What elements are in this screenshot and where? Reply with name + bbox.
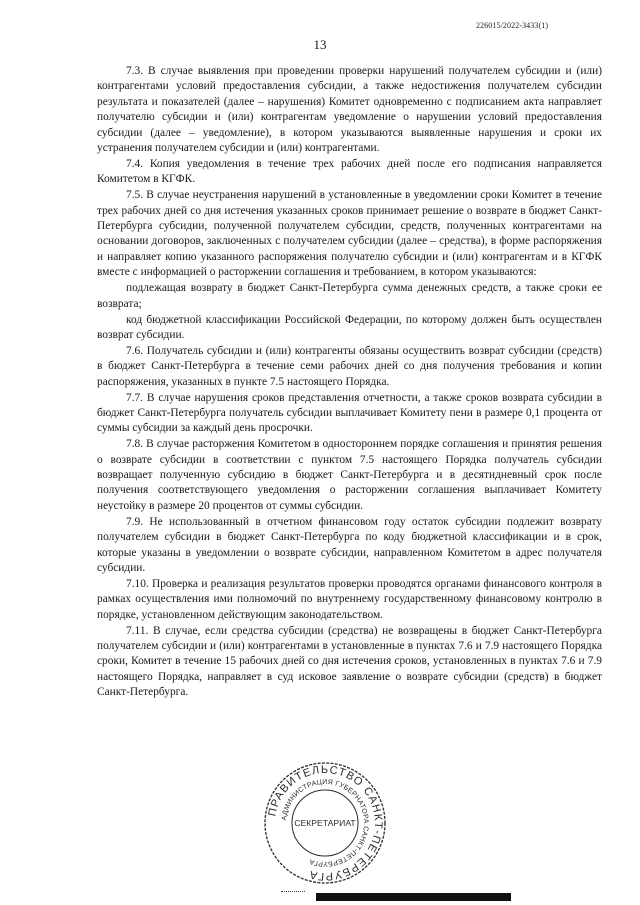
paragraph-7-6: 7.6. Получатель субсидии и (или) контрагенты обязаны осуществить возврат субсидии (средств) в бюджет Санкт-Петербурга в течение семи рабочих дней со дня получения требования и копии распоряжения, указанных в пункте 7.5 настоящего Порядка. bbox=[97, 344, 602, 388]
document-id: 226015/2022-3433(1) bbox=[476, 21, 549, 30]
paragraph-7-5: 7.5. В случае неустранения нарушений в установленные в уведомлении сроки Комитет в течение трех рабочих дней со дня истечения указанных сроков принимает решение о возврате в бюджет Санкт-Петербурга субсидии, полученной получателем субсидии, средств, полученных контрагентами на основании договоров, заключенных с получателем субсидии (далее – средства), в форме распоряжения и направляет копию указанного распоряжения получателю субсидии и (или) контрагентам и в КГФК вместе с информацией о расторжении соглашения и требованием, в котором указываются: bbox=[97, 189, 602, 279]
document-body bbox=[97, 64, 602, 701]
paragraph-7-8: 7.8. В случае расторжения Комитетом в одностороннем порядке соглашения и принятия решения о возврате субсидии в соответствии с пунктом 7.5 настоящего Порядка получатель субсидии возвращает полученную субсидию в бюджет Санкт-Петербурга и в десятидневный срок после получения соответствующего уведомления о расторжении соглашения выплачивает Комитету неустойку в размере 20 процентов от суммы субсидии. bbox=[97, 438, 602, 512]
paragraph-7-5-item-code: код бюджетной классификации Российской Федерации, по которому должен быть осуществлен возврат субсидии. bbox=[97, 313, 602, 341]
stamp-outer-text: ПРАВИТЕЛЬСТВО САНКТ-ПЕТЕРБУРГА bbox=[266, 763, 385, 883]
paragraph-7-10: 7.10. Проверка и реализация результатов проверки проводятся органами финансового контроля в рамках осуществления ими полномочий по внутреннему государственному финансовому контролю в порядке, установленном действующим законодательством. bbox=[97, 577, 602, 621]
stamp-center-label: СЕКРЕТАРИАТ bbox=[294, 818, 356, 828]
paragraph-7-11: 7.11. В случае, если средства субсидии (средства) не возвращены в бюджет Санкт-Петербурга получателем субсидии и (или) контрагентами в установленные в пунктах 7.6 и 7.9 настоящего Порядка сроки, Комитет в течение 15 рабочих дней со дня истечения сроков, установленных в пунктах 7.6 и 7.9 настоящего Порядка, направляет в суд исковое заявление о возврате субсидии (средств) в бюджет Санкт-Петербурга. bbox=[97, 624, 602, 699]
paragraph-7-7: 7.7. В случае нарушения сроков представления отчетности, а также сроков возврата субсидии в бюджет Санкт-Петербурга получатель субсидии выплачивает Комитету пени в размере 0,1 процента от суммы субсидии за каждый день просрочки. bbox=[97, 391, 602, 435]
official-seal-stamp bbox=[262, 760, 388, 886]
paragraph-7-4: 7.4. Копия уведомления в течение трех рабочих дней после его подписания направляется Комитетом в КГФК. bbox=[97, 157, 602, 186]
footer-dotted-mark bbox=[281, 891, 305, 892]
paragraph-7-9: 7.9. Не использованный в отчетном финансовом году остаток субсидии подлежит возврату получателем субсидии в бюджет Санкт-Петербурга по коду бюджетной классификации и в срок, которые указаны в уведомлении о возврате субсидии, направленном Комитетом в адрес получателя субсидии. bbox=[97, 515, 602, 574]
paragraph-7-5-item-amount: подлежащая возврату в бюджет Санкт-Петербурга сумма денежных средств, а также сроки ее возврата; bbox=[97, 282, 602, 310]
footer-black-bar bbox=[316, 893, 511, 901]
stamp-inner-text: АДМИНИСТРАЦИЯ ГУБЕРНАТОРА САНКТ-ПЕТЕРБУРГА bbox=[281, 778, 370, 868]
page-number: 13 bbox=[313, 37, 327, 52]
paragraph-7-3: 7.3. В случае выявления при проведении проверки нарушений получателем субсидии и (или) контрагентами условий предоставления субсидии, а также недостижения получателем субсидии результата и показателей (далее – нарушения) Комитет одновременно с подписанием акта направляет получателю субсидии и (или) контрагентам уведомление о нарушении условий предоставления субсидии (далее – уведомление), в котором указываются выявленные нарушения и сроки их устранения получателем субсидии и (или) контрагентами. bbox=[97, 65, 602, 155]
